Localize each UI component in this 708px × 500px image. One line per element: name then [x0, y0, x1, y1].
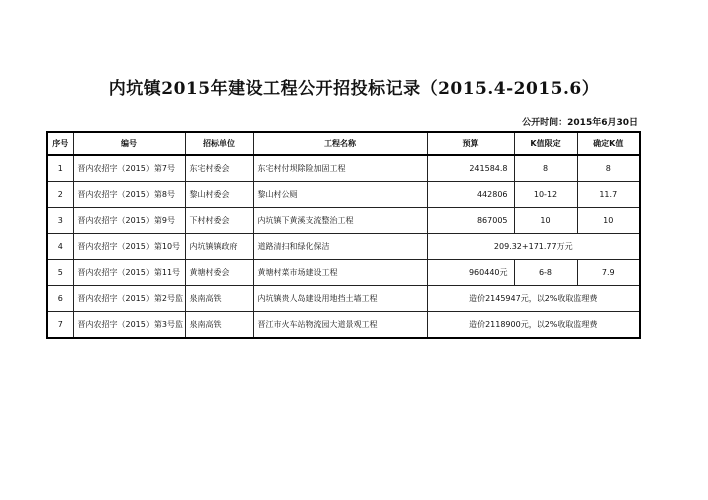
header-k-range: K值限定	[514, 132, 577, 155]
publish-time: 公开时间：2015年6月30日	[522, 118, 638, 128]
cell-code: 晋内农招字（2015）第8号	[73, 182, 185, 208]
cell-name: 黎山村公厕	[253, 182, 427, 208]
cell-no: 5	[47, 260, 73, 286]
cell-no: 7	[47, 312, 73, 339]
header-code: 编号	[73, 132, 185, 155]
header-k-final: 确定K值	[577, 132, 640, 155]
cell-k-range: 8	[514, 155, 577, 182]
cell-budget: 960440元	[427, 260, 514, 286]
cell-k-range: 10-12	[514, 182, 577, 208]
cell-k-final: 8	[577, 155, 640, 182]
header-no: 序号	[47, 132, 73, 155]
cell-code: 晋内农招字（2015）第11号	[73, 260, 185, 286]
document-title: 内坑镇2015年建设工程公开招投标记录（2015.4-2015.6）	[108, 79, 600, 99]
cell-merged-note: 209.32+171.77万元	[427, 234, 640, 260]
cell-name: 道路清扫和绿化保洁	[253, 234, 427, 260]
cell-code: 晋内农招字（2015）第9号	[73, 208, 185, 234]
table-row	[47, 182, 640, 208]
table-row	[47, 208, 640, 234]
cell-unit: 下村村委会	[185, 208, 253, 234]
table-row	[47, 260, 640, 286]
cell-no: 4	[47, 234, 73, 260]
header-budget: 预算	[427, 132, 514, 155]
header-name: 工程名称	[253, 132, 427, 155]
cell-unit: 东宅村委会	[185, 155, 253, 182]
cell-no: 3	[47, 208, 73, 234]
cell-no: 2	[47, 182, 73, 208]
cell-name: 内坑镇下黄溪支流整治工程	[253, 208, 427, 234]
table-row	[47, 234, 640, 260]
cell-code: 晋内农招字（2015）第7号	[73, 155, 185, 182]
cell-unit: 泉南高铁	[185, 286, 253, 312]
cell-unit: 黄塘村委会	[185, 260, 253, 286]
table-row	[47, 286, 640, 312]
cell-code: 晋内农招字（2015）第2号监	[73, 286, 185, 312]
cell-budget: 442806	[427, 182, 514, 208]
cell-name: 晋江市火车站物流园大道景观工程	[253, 312, 427, 339]
cell-budget: 241584.8	[427, 155, 514, 182]
cell-code: 晋内农招字（2015）第3号监	[73, 312, 185, 339]
cell-k-final: 11.7	[577, 182, 640, 208]
cell-unit: 黎山村委会	[185, 182, 253, 208]
cell-merged-note: 造价2145947元，以2%收取监理费	[427, 286, 640, 312]
cell-k-final: 7.9	[577, 260, 640, 286]
cell-merged-note: 造价2118900元，以2%收取监理费	[427, 312, 640, 339]
cell-k-range: 6-8	[514, 260, 577, 286]
table-row	[47, 312, 640, 339]
cell-budget: 867005	[427, 208, 514, 234]
cell-name: 东宅村付坝除险加固工程	[253, 155, 427, 182]
cell-name: 内坑镇贵人岛建设用地挡土墙工程	[253, 286, 427, 312]
cell-k-final: 10	[577, 208, 640, 234]
cell-unit: 内坑镇镇政府	[185, 234, 253, 260]
cell-name: 黄塘村菜市场建设工程	[253, 260, 427, 286]
cell-unit: 泉南高铁	[185, 312, 253, 339]
cell-k-range: 10	[514, 208, 577, 234]
tender-table	[46, 131, 641, 339]
header-unit: 招标单位	[185, 132, 253, 155]
table-row	[47, 155, 640, 182]
table-header-row	[47, 132, 640, 155]
cell-no: 1	[47, 155, 73, 182]
cell-code: 晋内农招字（2015）第10号	[73, 234, 185, 260]
cell-no: 6	[47, 286, 73, 312]
